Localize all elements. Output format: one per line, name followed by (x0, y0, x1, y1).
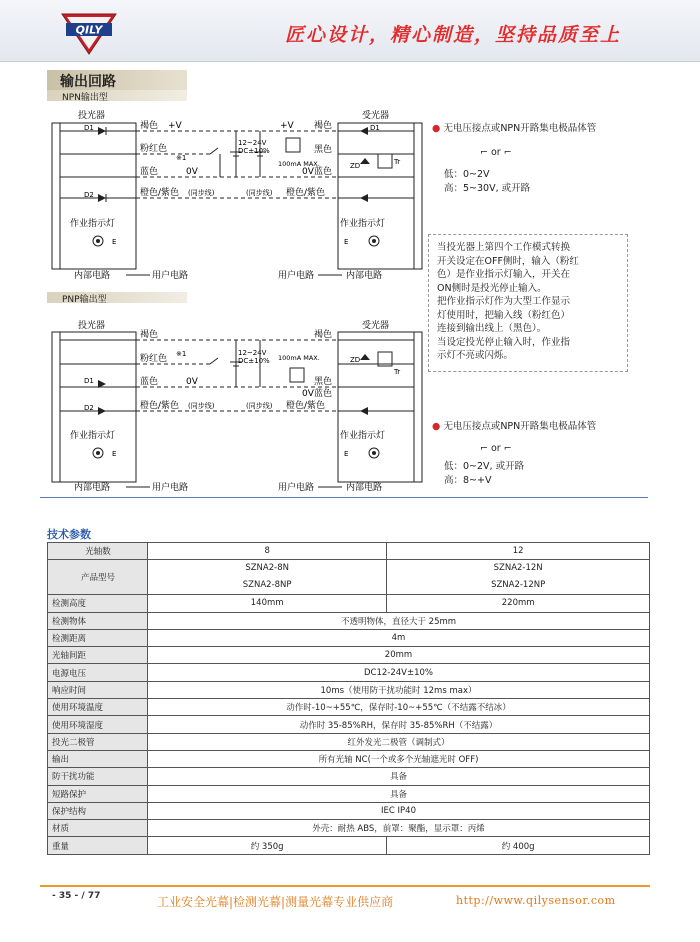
spec-value: DC12-24V±10% (148, 664, 650, 681)
npn-e-l: E (112, 238, 117, 246)
npn-lamp-r: 作业指示灯 (340, 219, 386, 229)
table-row (48, 768, 650, 785)
page-header (0, 0, 700, 62)
pnp-note-title: 无电压接点或NPN开路集电极晶体管 (443, 421, 597, 432)
npn-orange-l: 橙色/紫色 (140, 188, 180, 198)
model-8n: SZNA2-8N (245, 563, 289, 574)
spec-label: 检测距离 (48, 629, 148, 646)
spec-label: 材质 (48, 820, 148, 837)
table-row (48, 681, 650, 698)
pnp-0v-l: 0V (186, 377, 198, 387)
info-line: 当投光器上第四个工作模式转换 (437, 242, 571, 253)
bullet-icon: ● (432, 421, 441, 432)
tech-title: 技术参数 (47, 528, 91, 541)
spec-label: 重量 (48, 837, 148, 854)
spec-label: 检测物体 (48, 612, 148, 629)
npn-user-r: 用户电路 (278, 271, 315, 281)
pnp-sync-r: (同步线) (246, 402, 273, 410)
npn-black-r: 黑色 (314, 145, 333, 155)
npn-brown-l: 褐色 (140, 121, 159, 131)
table-row (48, 820, 650, 837)
npn-e-r: E (344, 238, 349, 246)
pnp-contact-symbols: ⌐ or ⌐ (480, 443, 512, 454)
spec-value: 具备 (148, 785, 650, 802)
section-title: 输出回路 (60, 74, 116, 90)
npn-note-title: 无电压接点或NPN开路集电极晶体管 (443, 123, 597, 134)
table-row (48, 595, 650, 612)
pnp-brown-l: 褐色 (140, 330, 159, 340)
slogan: 匠心设计，精心制造，坚持品质至上 (285, 24, 622, 46)
npn-zd: ZD (350, 162, 361, 170)
spec-label: 输出 (48, 750, 148, 767)
pnp-or: or (490, 443, 501, 454)
model-12np: SZNA2-12NP (491, 580, 546, 591)
npn-sync-r: (同步线) (246, 189, 273, 197)
npn-pink-l: 粉红色 (140, 144, 168, 154)
spec-label: 使用环境温度 (48, 699, 148, 716)
npn-label: NPN输出型 (62, 93, 108, 103)
pnp-emitter-label: 投光器 (78, 321, 106, 331)
npn-high: 高：5~30V, 或开路 (444, 183, 531, 194)
spec-label: 短路保护 (48, 785, 148, 802)
spec-label: 保护结构 (48, 802, 148, 819)
table-row (48, 802, 650, 819)
info-line: 示灯不亮或闪烁。 (437, 350, 514, 361)
npn-contact-symbols: ⌐ or ⌐ (480, 147, 512, 158)
npn-user-l: 用户电路 (152, 271, 189, 281)
page-number: - 35 - / 77 (52, 891, 101, 901)
npn-d1: D1 (84, 124, 94, 132)
spec-label: 电源电压 (48, 664, 148, 681)
npn-tr: Tr (394, 158, 401, 166)
npn-0v-r: 0V (302, 167, 314, 177)
spec-label: 光轴间距 (48, 647, 148, 664)
pnp-blue-l: 蓝色 (140, 377, 159, 387)
info-line: 把作业指示灯作为大型工作显示 (437, 296, 571, 307)
spec-value: 不透明物体，直径大于 25mm (148, 612, 650, 629)
npn-internal-r: 内部电路 (346, 271, 383, 281)
info-line: 开关设定在OFF侧时，输入（粉红 (437, 255, 579, 267)
spec-value: 220mm (387, 595, 650, 612)
table-row (48, 699, 650, 716)
spec-value (148, 560, 387, 595)
footer-line (40, 885, 650, 887)
spec-label: 投光二极管 (48, 733, 148, 750)
table-row (48, 629, 650, 646)
pnp-pink-l: 粉红色 (140, 354, 168, 364)
pnp-e-r: E (344, 450, 349, 458)
table-row (48, 750, 650, 767)
spec-value: 8 (148, 543, 387, 560)
npn-blue-l: 蓝色 (140, 167, 159, 177)
table-row (48, 543, 650, 560)
pnp-high: 高：8~+V (444, 475, 492, 486)
table-row (48, 785, 650, 802)
table-row (48, 664, 650, 681)
pnp-label: PNP输出型 (62, 295, 107, 305)
spec-value: 140mm (148, 595, 387, 612)
pnp-d1: D1 (84, 377, 94, 385)
npn-internal-l: 内部电路 (74, 271, 111, 281)
pnp-user-l: 用户电路 (152, 483, 189, 493)
npn-blue-r: 蓝色 (314, 167, 333, 177)
company-logo (58, 8, 120, 56)
npn-sync-l: (同步线) (188, 189, 215, 197)
spec-value: 10ms（使用防干扰功能时 12ms max） (148, 681, 650, 698)
pnp-note1: ※1 (176, 350, 187, 358)
table-row (48, 612, 650, 629)
npn-brown-r: 褐色 (314, 121, 333, 131)
spec-table (47, 542, 650, 855)
spec-value: 约 400g (387, 837, 650, 854)
spec-label: 使用环境湿度 (48, 716, 148, 733)
logo-text: QILY (75, 23, 103, 37)
spec-value: IEC IP40 (148, 802, 650, 819)
npn-orange-r: 橙色/紫色 (286, 188, 326, 198)
table-row (48, 647, 650, 664)
pnp-low: 低：0~2V, 或开路 (444, 461, 525, 472)
npn-receiver-label: 受光器 (362, 111, 390, 121)
pnp-lamp-r: 作业指示灯 (340, 431, 386, 441)
npn-lamp-l: 作业指示灯 (70, 219, 116, 229)
pnp-0v-r: 0V (302, 389, 314, 399)
table-row (48, 716, 650, 733)
info-line: 连接到输出线上（黑色）。 (437, 323, 547, 334)
pnp-e-l: E (112, 450, 117, 458)
pnp-sync-l: (同步线) (188, 402, 215, 410)
pnp-supply: 12~24V (238, 349, 267, 357)
pnp-note (432, 420, 596, 488)
info-line: 灯使用时，把输入线（粉红色） (437, 309, 571, 321)
table-row (48, 837, 650, 854)
spec-label: 防干扰功能 (48, 768, 148, 785)
spec-value: 动作时 35-85%RH，保存时 35-85%RH（不结露） (148, 716, 650, 733)
npn-0v-l: 0V (186, 167, 198, 177)
pnp-d2: D2 (84, 404, 94, 412)
model-8np: SZNA2-8NP (242, 580, 292, 591)
wiring-diagram (40, 104, 430, 499)
pnp-dc: DC±10% (238, 357, 270, 365)
pnp-maxcur: 100mA MAX. (278, 354, 320, 362)
npn-maxcur: 100mA MAX. (278, 160, 320, 168)
npn-or: or (490, 147, 501, 158)
section-divider (40, 497, 648, 498)
info-line: 当设定投光停止输入时，作业指 (437, 336, 571, 348)
npn-emitter-label: 投光器 (78, 111, 106, 121)
npn-note1: ※1 (176, 154, 187, 162)
npn-note (432, 122, 596, 196)
pnp-orange-l: 橙色/紫色 (140, 401, 180, 411)
model-12n: SZNA2-12N (493, 563, 543, 574)
spec-value: 动作时-10~+55℃，保存时-10~+55℃（不结露不结冰） (148, 699, 650, 716)
spec-label: 响应时间 (48, 681, 148, 698)
npn-low: 低：0~2V (444, 169, 490, 180)
pnp-zd: ZD (350, 356, 361, 364)
spec-label: 光轴数 (48, 543, 148, 560)
spec-value: 20mm (148, 647, 650, 664)
pnp-orange-r: 橙色/紫色 (286, 401, 326, 411)
pnp-tr: Tr (394, 368, 401, 376)
bullet-icon: ● (432, 123, 441, 134)
npn-rd1: D1 (370, 124, 380, 132)
pnp-black-r: 黑色 (314, 377, 333, 387)
spec-value (387, 560, 650, 595)
pnp-brown-r: 褐色 (314, 330, 333, 340)
spec-value: 4m (148, 629, 650, 646)
npn-supply: 12~24V (238, 139, 267, 147)
footer-url[interactable]: http://www.qilysensor.com (456, 894, 616, 907)
pnp-user-r: 用户电路 (278, 483, 315, 493)
spec-value: 12 (387, 543, 650, 560)
info-line: ON侧时是投光停止输入。 (437, 282, 547, 294)
npn-d2: D2 (84, 191, 94, 199)
pnp-internal-l: 内部电路 (74, 483, 111, 493)
pnp-receiver-label: 受光器 (362, 321, 390, 331)
pnp-internal-r: 内部电路 (346, 483, 383, 493)
spec-value: 具备 (148, 768, 650, 785)
spec-label: 检测高度 (48, 595, 148, 612)
info-line: 色）是作业指示灯输入，开关在 (437, 269, 571, 280)
table-row (48, 560, 650, 595)
npn-vplus-l: +V (168, 121, 182, 131)
spec-label: 产品型号 (48, 560, 148, 595)
spec-value: 外壳：耐热 ABS，前罩：聚酯，显示罩：丙烯 (148, 820, 650, 837)
spec-value: 约 350g (148, 837, 387, 854)
pnp-lamp-l: 作业指示灯 (70, 431, 116, 441)
pnp-blue-r: 蓝色 (314, 389, 333, 399)
footer-text: 工业安全光幕|检测光幕|测量光幕专业供应商 (157, 895, 394, 909)
info-box (428, 234, 628, 372)
npn-vplus-r: +V (280, 121, 294, 131)
spec-value: 所有光轴 NC(一个或多个光轴遮光时 OFF) (148, 750, 650, 767)
npn-dc: DC±10% (238, 147, 270, 155)
table-row (48, 733, 650, 750)
spec-value: 红外发光二极管（调制式） (148, 733, 650, 750)
